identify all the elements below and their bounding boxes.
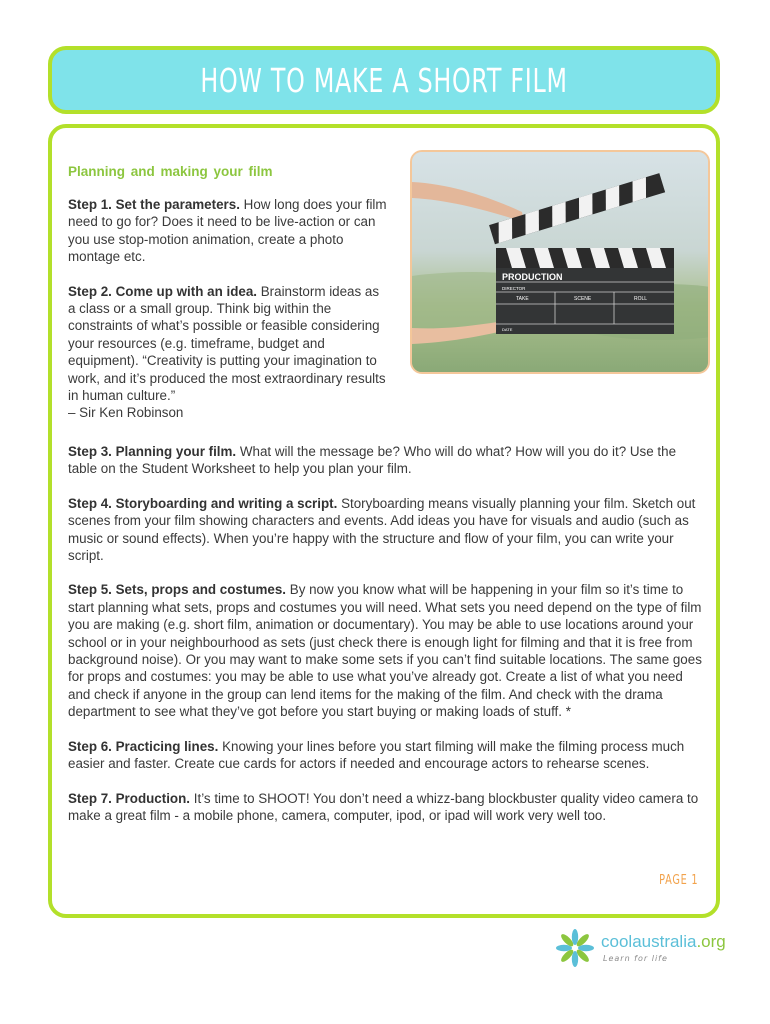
step-heading: Step 5. Sets, props and costumes.: [68, 582, 287, 598]
step-5: [68, 581, 708, 720]
intro-steps: [68, 196, 388, 422]
clapperboard-illustration: [412, 152, 708, 372]
logo-cool: cool: [601, 932, 633, 951]
step-text: Brainstorm ideas as a class or a small group. Think big within the constraints of what’s possible or feasible considering your resources (e.g. timeframe, budget and equipment). “Creativity is putting your imagination to work, and it’s produced the most extraordinary results in human culture.”: [68, 283, 386, 404]
step-text: Knowing your lines before you start filming will make the filming process much easier and faster. Create cue cards for actors if needed and encourage actors to rehearse scenes.: [68, 738, 685, 772]
step-3: [68, 443, 708, 478]
logo-wordmark: [601, 932, 726, 952]
clapper-take-label: TAKE: [516, 296, 529, 302]
flower-logo-icon: [553, 926, 597, 970]
clapperboard-photo: [410, 150, 710, 374]
step-6: [68, 738, 708, 773]
logo-australia: australia: [632, 932, 697, 951]
step-heading: Step 4. Storyboarding and writing a script.: [68, 495, 338, 511]
step-heading: Step 1. Set the parameters.: [68, 197, 240, 212]
step-text: By now you know what will be happening in your film so it’s time to start planning what sets, props and costumes you will need. What sets you need depend on the type of film you are making (e.g. short film, animation or documentary). You may be able to use locations around your school or in your neighbourhood as sets (just check there is enough light for filming and that it is free from background noise). Or you may want to make some sets if you can’t find suitable locations. The same goes for props and costumes: you may be able to use what you’ve already got. Create a list of what you need and check if anyone in the group can lend items for the making of the film. And check with the drama department to see what they’ve got before you start buying or making loads of stuff. *: [68, 582, 702, 720]
step-heading: Step 2. Come up with an idea.: [68, 283, 257, 299]
title-banner: [48, 46, 720, 114]
clapper-director-label: DIRECTOR: [502, 286, 526, 291]
step-7: [68, 790, 708, 825]
step-1: [68, 196, 388, 266]
clapper-production-label: PRODUCTION: [502, 272, 563, 282]
coolaustralia-logo: [553, 926, 733, 972]
clapper-roll-label: ROLL: [634, 296, 648, 302]
logo-tagline: Learn for life: [603, 954, 668, 963]
step-text: What will the message be? Who will do what? How will you do it? Use the table on the Student Worksheet to help you plan your film.: [68, 444, 677, 477]
step-4: [68, 495, 708, 565]
step-heading: Step 3. Planning your film.: [68, 444, 237, 459]
section-heading: Planning and making your film: [68, 164, 273, 179]
page-title: HOW TO MAKE A SHORT FILM: [200, 60, 568, 100]
step-heading: Step 7. Production.: [68, 790, 191, 806]
clapper-date-label: DATE: [502, 327, 513, 332]
remaining-steps: [68, 443, 708, 824]
clapper-scene-label: SCENE: [574, 296, 592, 302]
quote-attribution: – Sir Ken Robinson: [68, 405, 184, 421]
step-text: Storyboarding means visually planning your film. Sketch out scenes from your film showing characters and events. Add ideas you have for visuals and audio (such as music or sound effects). When you’re happy with the structure and flow of your film, you can write your script.: [68, 495, 696, 564]
page-number: PAGE 1: [658, 873, 698, 888]
step-text: It’s time to SHOOT! You don’t need a whizz-bang blockbuster quality video camera to make a great film - a mobile phone, camera, computer, ipod, or ipad will work very well too.: [68, 790, 699, 823]
step-heading: Step 6. Practicing lines.: [68, 738, 219, 754]
step-text: How long does your film need to go for? Does it need to be live-action or can you use stop-motion animation, create a photo montage etc.: [68, 197, 387, 265]
clapper-slate-icon: [496, 248, 674, 334]
logo-org: .org: [696, 932, 726, 951]
content-panel: [48, 124, 720, 918]
step-2: [68, 283, 388, 422]
